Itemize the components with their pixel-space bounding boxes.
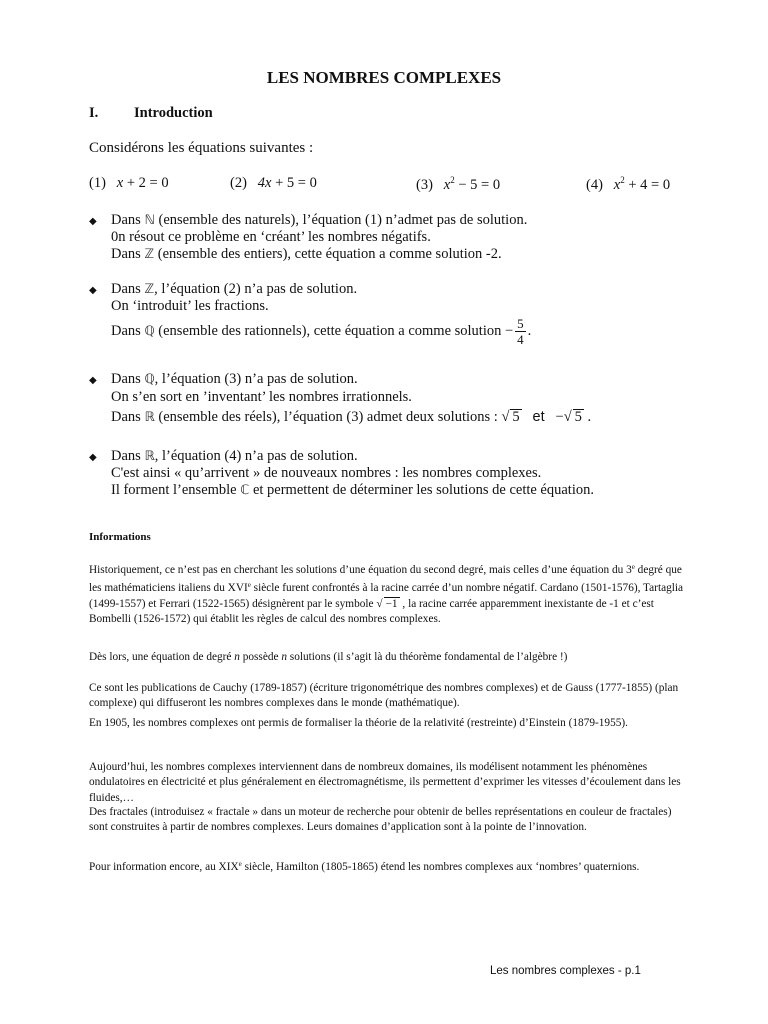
bullet-3-line-1: [111, 371, 358, 389]
text: Dans: [111, 281, 145, 297]
superscript: e: [238, 860, 242, 868]
bullet-2-line-3: [111, 316, 531, 347]
bullet-4-line-1: [111, 448, 358, 466]
equation-1: [89, 175, 169, 192]
text: Dans: [111, 322, 145, 339]
bullet-2-line-1: [111, 281, 357, 299]
equation-variable: x: [613, 177, 621, 193]
equation-label: (4): [586, 177, 603, 193]
bullet-2-line-2: On ‘introduit’ les fractions.: [111, 298, 269, 314]
equation-2: [230, 175, 317, 192]
bullet-diamond-icon: ◆: [89, 375, 97, 386]
integers-set-symbol: ℤ: [144, 247, 155, 262]
text: (ensemble des naturels), l’équation (1) n’admet pas de solution.: [154, 212, 528, 228]
equation-label: (1): [89, 175, 106, 191]
bullet-4-line-3: [111, 482, 594, 500]
text: degré que les mathématiciens italiens du XVI: [89, 564, 682, 595]
sqrt-radicand: 5: [574, 409, 582, 425]
equation-variable: x: [443, 177, 451, 193]
sqrt-icon: √: [376, 597, 383, 610]
text: Dans: [111, 448, 145, 464]
fraction-numerator: 5: [517, 316, 524, 331]
page-footer: Les nombres complexes - p.1: [490, 965, 641, 977]
sqrt-radicand: −1: [385, 597, 398, 610]
equation-rest: − 5 = 0: [454, 177, 501, 193]
bullet-3-line-2: On s’en sort en ’inventant’ les nombres irrationnels.: [111, 389, 412, 405]
period: .: [587, 409, 592, 425]
text: (ensemble des rationnels), cette équation a comme solution: [154, 322, 505, 339]
text: possède: [239, 651, 282, 663]
text: Dans: [111, 212, 145, 228]
equation-label: (3): [416, 177, 433, 193]
section-title: Introduction: [134, 105, 213, 121]
info-paragraph-relativity: En 1905, les nombres complexes ont permis de formaliser la théorie de la relativité (restreinte) d’Einstein (1879-1955).: [89, 717, 628, 729]
reals-set-symbol: ℝ: [144, 449, 155, 464]
equation-4: [586, 175, 670, 194]
bullet-4-line-2: C'est ainsi « qu’arrivent » de nouveaux nombres : les nombres complexes.: [111, 465, 542, 481]
minus-sign: −: [555, 409, 564, 425]
sqrt-icon: √: [563, 409, 572, 425]
equation-exponent: 2: [620, 175, 625, 185]
text: solutions (il s’agit là du théorème fondamental de l’algèbre !): [286, 651, 568, 663]
bullet-diamond-icon: ◆: [89, 216, 97, 227]
superscript: e: [631, 563, 635, 571]
integers-set-symbol: ℤ: [144, 282, 155, 297]
variable-n: n: [234, 651, 240, 663]
bullet-1-line-2: 0n résout ce problème en ‘créant’ les nombres négatifs.: [111, 229, 431, 245]
text: Pour information encore, au XIX: [89, 861, 239, 873]
variable-n: n: [281, 651, 287, 663]
info-paragraph-publications: Ce sont les publications de Cauchy (1789-1857) (écriture trigonométrique des nombres complexes) et de Gauss (1777-1855) (plan complexe) qui diffuseront les nombres complexes dans le monde (mathématique).: [89, 682, 679, 710]
equation-label: (2): [230, 175, 247, 191]
info-paragraph-history: [89, 560, 689, 627]
bullet-diamond-icon: ◆: [89, 452, 97, 463]
period: .: [527, 322, 532, 339]
text: siècle furent confrontés à la racine carrée d’un nombre négatif. Cardano (1501-1576), Tartaglia (1499-1557) et Ferrari (1522-1565) désignèrent par le symbole: [89, 582, 684, 610]
text: et permettent de déterminer les solutions de cette équation.: [249, 482, 594, 498]
equation-rest: + 4 = 0: [624, 177, 671, 193]
info-paragraph-fractals: Des fractales (introduisez « fractale » dans un moteur de recherche pour obtenir de belles représentations en couleur de fractales) sont construites à partir de nombres complexes. Leurs domaines d’application sont à la pointe de l’innovation.: [89, 806, 672, 834]
equation-rest: + 5 = 0: [271, 175, 317, 191]
text: Il forment l’ensemble: [111, 482, 241, 498]
text: Dès lors, une équation de degré: [89, 651, 235, 663]
text: (ensemble des réels), l’équation (3) admet deux solutions :: [154, 409, 502, 425]
text: , l’équation (2) n’a pas de solution.: [154, 281, 358, 297]
superscript: e: [247, 581, 251, 590]
intro-text: Considérons les équations suivantes :: [89, 140, 314, 156]
text: , la racine carrée apparemment inexistante de -1 et c’est Bombelli (1526-1572) qui établit les règles de calcul des nombres complexes.: [89, 597, 654, 625]
minus-sign: −: [504, 322, 514, 339]
info-paragraph-quaternions: [89, 857, 689, 875]
text: , l’équation (3) n’a pas de solution.: [154, 371, 358, 387]
info-paragraph-theorem: [89, 650, 689, 665]
equation-variable: 4x: [257, 175, 272, 191]
text: (ensemble des entiers), cette équation a comme solution -2.: [154, 246, 502, 262]
equation-exponent: 2: [450, 175, 455, 185]
complex-set-symbol: ℂ: [240, 483, 250, 498]
informations-heading: Informations: [89, 531, 151, 543]
sqrt-icon: √: [501, 409, 510, 425]
text: Dans: [111, 246, 145, 262]
text: siècle, Hamilton (1805-1865) étend les nombres complexes aux ‘nombres’ quaternions.: [241, 861, 640, 873]
bullet-3-line-3: [111, 409, 591, 427]
bullet-1-line-1: [111, 212, 527, 230]
equation-variable: x: [116, 175, 124, 191]
conjunction: et: [532, 409, 545, 425]
equation-3: [416, 175, 500, 194]
fraction-denominator: 4: [517, 332, 524, 347]
fraction: [515, 316, 526, 347]
info-paragraph-applications: Aujourd’hui, les nombres complexes interviennent dans de nombreux domaines, ils modélisent notamment les phénomènes ondulatoires en électricité et plus généralement en électromagnétisme, ils permettent d’exprimer les vitesses d’écoulement dans les fluides,…: [89, 761, 681, 804]
naturals-set-symbol: ℕ: [144, 213, 155, 228]
bullet-1-line-3: [111, 246, 502, 264]
section-number: I.: [89, 105, 99, 121]
text: Dans: [111, 371, 145, 387]
rationals-set-symbol: ℚ: [144, 323, 155, 339]
equation-rest: + 2 = 0: [123, 175, 169, 191]
page-title: LES NOMBRES COMPLEXES: [266, 68, 502, 87]
text: , l’équation (4) n’a pas de solution.: [154, 448, 358, 464]
sqrt-radicand: 5: [512, 409, 520, 425]
text: Historiquement, ce n’est pas en cherchant les solutions d’une équation du second degré, mais celles d’une équation du 3: [89, 564, 632, 576]
text: Dans: [111, 409, 145, 425]
reals-set-symbol: ℝ: [144, 410, 155, 425]
rationals-set-symbol: ℚ: [144, 372, 155, 387]
bullet-diamond-icon: ◆: [89, 285, 97, 296]
